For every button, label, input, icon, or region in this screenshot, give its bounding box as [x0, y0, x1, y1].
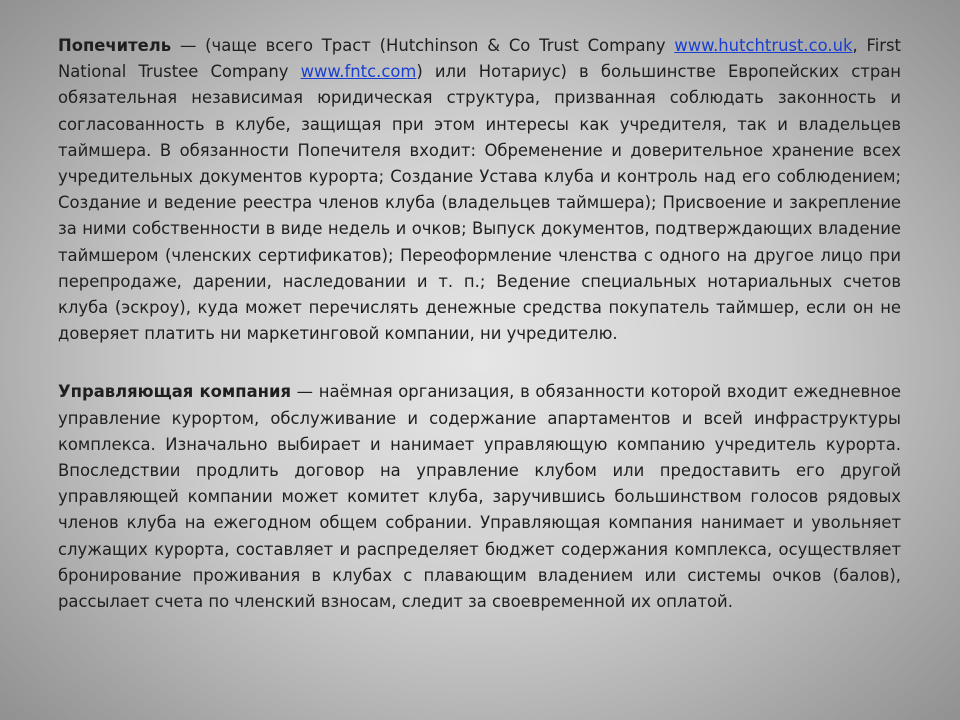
management-company-term: Управляющая компания [58, 382, 291, 402]
trustee-text-part2: , First National Trustee Company [58, 36, 901, 82]
trustee-term: Попечитель [58, 36, 172, 55]
slide-content [58, 33, 901, 615]
fntc-link[interactable]: www.fntc.com [300, 62, 417, 82]
management-company-paragraph [58, 379, 901, 615]
trustee-text-part1: — (чаще всего Траст (Hutchinson & Co Trust Company [171, 36, 675, 55]
trustee-text-part3: ) или Нотариус) в большинстве Европейских стран обязательная независимая юридическая структура, призванная соблюдать законность и согласованность в клубе, защищая при этом интересы как учредителя, так и владельцев таймшера. В обязанности Попечителя входит: Обременение и доверительное хранение всех учредительных документов курорта; Создание Устава клуба и контроль над его соблюдением; Создание и ведение реестра членов клуба (владельцев таймшера); Присвоение и закрепление за ними собственности в виде недель и очков; Выпуск документов, подтверждающих владение таймшером (членских сертификатов); Переоформление членства с одного на другое лицо при перепродаже, дарении, наследовании и т. п.; Ведение специальных нотариальных счетов клуба (эскроу), куда может перечислять денежные средства покупатель таймшер, если он не доверяет платить ни маркетинговой компании, ни учредителю. [58, 62, 901, 344]
hutchtrust-link[interactable]: www.hutchtrust.co.uk [674, 36, 853, 55]
trustee-paragraph [58, 33, 901, 347]
management-company-text: — наёмная организация, в обязанности которой входит ежедневное управление курортом, обслуживание и содержание апартаментов и всей инфраструктуры комплекса. Изначально выбирает и нанимает управляющую компанию учредитель курорта. Впоследствии продлить договор на управление клубом или предоставить его другой управляющей компании может комитет клуба, заручившись большинством голосов рядовых членов клуба на ежегодном общем собрании. Управляющая компания нанимает и увольняет служащих курорта, составляет и распределяет бюджет содержания комплекса, осуществляет бронирование проживания в клубах с плавающим владением или системы очков (балов), рассылает счета по членский взносам, следит за своевременной их оплатой. [58, 382, 901, 612]
